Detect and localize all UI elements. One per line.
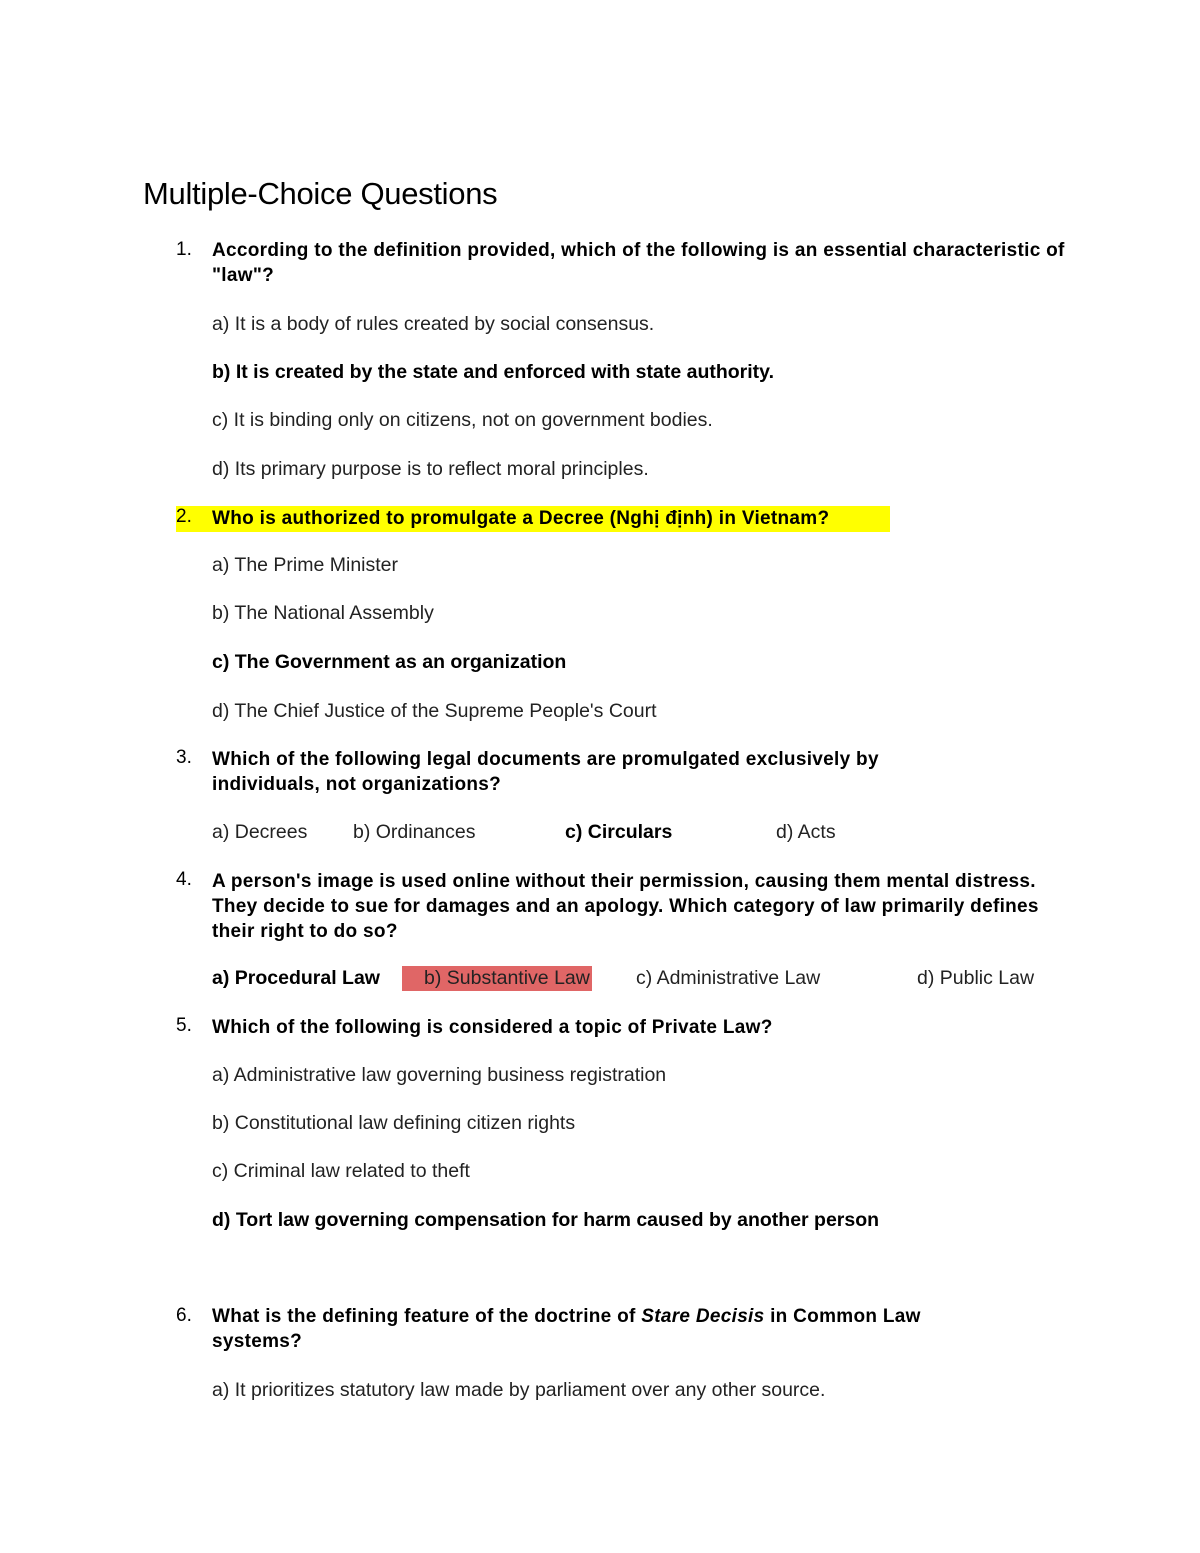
question-text bbox=[212, 1304, 1012, 1354]
option-b: b) The National Assembly bbox=[212, 602, 434, 624]
question-number: 2. bbox=[176, 506, 192, 527]
option-d-correct: d) Tort law governing compensation for harm caused by another person bbox=[212, 1209, 880, 1231]
option-c: c) Administrative Law bbox=[636, 967, 821, 989]
option-a: a) It is a body of rules created by social consensus. bbox=[212, 313, 655, 335]
question-text: Which of the following legal documents are promulgated exclusively by individuals, not organizations? bbox=[212, 749, 879, 795]
option-a: a) It prioritizes statutory law made by parliament over any other source. bbox=[212, 1379, 826, 1401]
option-a: a) Administrative law governing business registration bbox=[212, 1064, 667, 1086]
question-number: 5. bbox=[176, 1015, 192, 1036]
question-text: According to the definition provided, which of the following is an essential characteristic of "law"? bbox=[212, 240, 1065, 286]
question-number: 4. bbox=[176, 869, 192, 890]
question-number: 6. bbox=[176, 1305, 192, 1326]
option-b-highlighted: b) Substantive Law bbox=[402, 966, 592, 991]
question-text: Which of the following is considered a topic of Private Law? bbox=[212, 1017, 773, 1038]
option-d: d) Public Law bbox=[917, 967, 1035, 989]
option-d: d) Its primary purpose is to reflect moral principles. bbox=[212, 458, 649, 480]
option-c-correct: c) Circulars bbox=[565, 821, 673, 843]
option-c: c) Criminal law related to theft bbox=[212, 1160, 470, 1182]
page-title: Multiple-Choice Questions bbox=[143, 176, 498, 211]
option-a: a) The Prime Minister bbox=[212, 554, 399, 576]
question-text-part: What is the defining feature of the doctrine of bbox=[212, 1306, 642, 1327]
question-text: A person's image is used online without their permission, causing them mental distress. They decide to sue for damages and an apology. Which category of law primarily defines their right to do so? bbox=[212, 871, 1039, 942]
question-number: 1. bbox=[176, 239, 192, 260]
option-a: a) Decrees bbox=[212, 821, 308, 843]
option-d: d) The Chief Justice of the Supreme People's Court bbox=[212, 700, 657, 722]
option-b: b) Constitutional law defining citizen rights bbox=[212, 1112, 576, 1134]
option-d: d) Acts bbox=[776, 821, 836, 843]
option-a-correct: a) Procedural Law bbox=[212, 967, 380, 989]
question-text-italic: Stare Decisis bbox=[641, 1306, 765, 1327]
option-b-correct: b) It is created by the state and enforced with state authority. bbox=[212, 361, 774, 383]
question-text-part: in Common Law systems? bbox=[212, 1306, 921, 1352]
option-c: c) It is binding only on citizens, not on government bodies. bbox=[212, 409, 713, 431]
option-c-correct: c) The Government as an organization bbox=[212, 651, 567, 673]
question-text: Who is authorized to promulgate a Decree (Nghị định) in Vietnam? bbox=[212, 508, 830, 529]
option-b: b) Ordinances bbox=[353, 821, 476, 843]
question-number: 3. bbox=[176, 747, 192, 768]
